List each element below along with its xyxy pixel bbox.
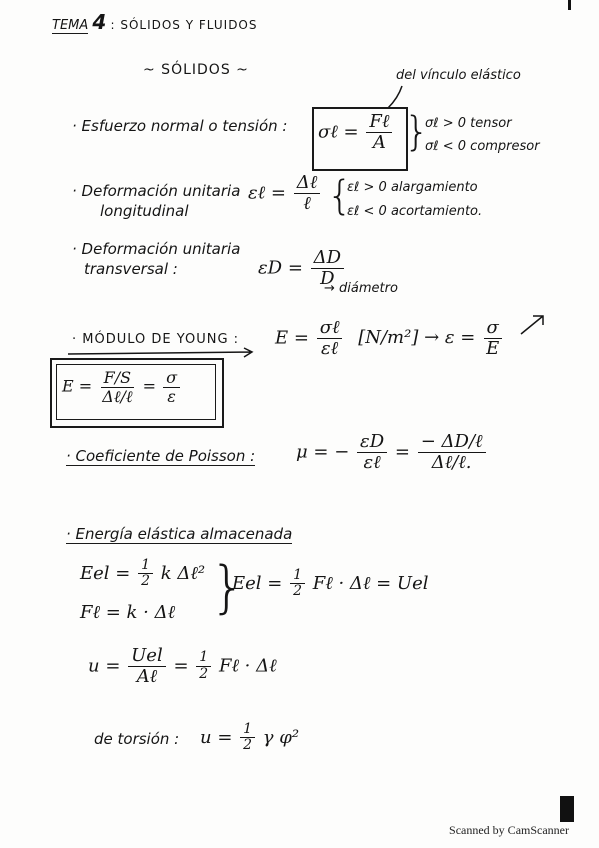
- def-long-cond-2: εℓ < 0 acortamiento.: [347, 204, 483, 219]
- u-den-2: 2: [199, 665, 209, 682]
- poisson-lhs: μ = −: [296, 441, 350, 463]
- u-fraction-2: [196, 650, 211, 682]
- poisson-den-2: Δℓ/ℓ.: [431, 451, 472, 473]
- energia-brace: }: [210, 555, 246, 620]
- scan-edge-top-right: [568, 0, 571, 10]
- esfuerzo-formula: [318, 112, 394, 153]
- def-long-formula: [248, 173, 322, 214]
- energia-title: [66, 525, 292, 543]
- young-box-eq: =: [142, 376, 157, 396]
- young-num: σℓ: [317, 318, 343, 339]
- def-long-den: ℓ: [303, 192, 311, 214]
- young-fraction-2: [483, 318, 502, 359]
- def-trans-arrow-note: → diámetro: [324, 281, 398, 296]
- def-trans-label-2: transversal :: [84, 260, 178, 278]
- young-formula: [275, 318, 504, 359]
- eel-formula: [80, 558, 205, 590]
- poisson-num-1: εD: [357, 432, 387, 453]
- young-den-2: E: [486, 337, 500, 359]
- eel-combined-num: 1: [290, 568, 305, 584]
- def-long-lhs: εℓ =: [248, 182, 286, 204]
- section-title: ~ SÓLIDOS ~: [143, 62, 249, 78]
- u-num: Uel: [128, 646, 166, 667]
- f-equation: Fℓ = k · Δℓ: [80, 602, 176, 623]
- young-den: εℓ: [321, 337, 339, 359]
- young-label: · MÓDULO DE YOUNG :: [72, 332, 240, 347]
- poisson-label: [66, 447, 255, 465]
- poisson-den-1: εℓ: [363, 451, 381, 473]
- poisson-fraction-2: [418, 432, 486, 473]
- torsion-den: 2: [243, 737, 253, 754]
- torsion-num: 1: [240, 722, 255, 738]
- u-eq: =: [173, 655, 189, 677]
- poisson-label-text: · Coeficiente de Poisson :: [66, 447, 256, 465]
- young-box-den-1: Δℓ/ℓ: [102, 386, 133, 406]
- energia-title-text: · Energía elástica almacenada: [66, 525, 293, 543]
- tema-label: TEMA: [52, 18, 89, 33]
- eel-combined-lhs: Eel =: [232, 572, 283, 594]
- u-den: Aℓ: [136, 665, 158, 687]
- eel-den: 2: [141, 573, 151, 590]
- u-lhs: u =: [88, 655, 121, 677]
- eel-combined: [232, 568, 429, 600]
- esfuerzo-num: Fℓ: [366, 112, 392, 133]
- esfuerzo-label: · Esfuerzo normal o tensión :: [72, 117, 288, 135]
- scanner-watermark: Scanned by CamScanner: [449, 823, 569, 837]
- young-box-fraction-2: [163, 369, 180, 405]
- u-rest: Fℓ · Δℓ: [218, 655, 277, 677]
- def-long-brace: {: [327, 173, 353, 219]
- eel-rest: k Δℓ²: [160, 562, 206, 584]
- def-long-num: Δℓ: [294, 173, 321, 194]
- poisson-formula: [296, 432, 488, 473]
- tema-number: 4: [92, 10, 107, 34]
- esfuerzo-fraction: [366, 112, 392, 153]
- esfuerzo-cond-2: σℓ < 0 compresor: [425, 139, 540, 154]
- young-box-fraction-1: [99, 369, 135, 405]
- annotation-vinculo: del vínculo elástico: [396, 68, 521, 83]
- young-box-num-1: F/S: [101, 369, 134, 388]
- sigma-lhs: σℓ =: [318, 121, 359, 143]
- torsion-rest: γ φ²: [262, 726, 300, 748]
- young-num-2: σ: [484, 318, 502, 339]
- young-box-den-2: ε: [167, 386, 176, 406]
- eel-fraction: [138, 558, 153, 590]
- eel-combined-den: 2: [293, 583, 303, 600]
- eel-num: 1: [138, 558, 153, 574]
- def-long-label-1: · Deformación unitaria: [72, 182, 241, 200]
- poisson-fraction-1: [357, 432, 387, 473]
- poisson-num-2: − ΔD/ℓ: [418, 432, 486, 453]
- u-num-2: 1: [196, 650, 211, 666]
- young-box-formula: [62, 369, 182, 405]
- header-line: [52, 10, 258, 34]
- def-trans-num: ΔD: [311, 248, 344, 269]
- u-formula: [88, 646, 277, 687]
- young-arrow-icon: [519, 312, 547, 336]
- eel-combined-rest: Fℓ · Δℓ = Uel: [312, 572, 429, 594]
- def-long-label-2: longitudinal: [100, 202, 189, 220]
- scan-edge-bottom-right: [560, 796, 574, 822]
- torsion-label: de torsión :: [94, 730, 180, 748]
- u-fraction: [128, 646, 166, 687]
- young-box-lhs: E =: [62, 376, 93, 396]
- young-box-num-2: σ: [163, 369, 180, 388]
- def-trans-lhs: εD =: [258, 257, 303, 279]
- tema-title: : SÓLIDOS Y FLUIDOS: [110, 18, 258, 32]
- def-trans-label-1: · Deformación unitaria: [72, 240, 241, 258]
- poisson-eq: =: [394, 441, 410, 463]
- def-long-cond-1: εℓ > 0 alargamiento: [347, 180, 478, 195]
- def-trans-den: D: [320, 267, 335, 289]
- eel-combined-fraction: [290, 568, 305, 600]
- torsion-fraction: [240, 722, 255, 754]
- torsion-formula: [200, 722, 299, 754]
- young-lhs: E =: [275, 327, 309, 349]
- def-long-fraction: [294, 173, 321, 214]
- esfuerzo-cond-1: σℓ > 0 tensor: [425, 116, 512, 131]
- young-units: [N/m²] → ε =: [358, 327, 476, 349]
- young-fraction: [317, 318, 343, 359]
- esfuerzo-den: A: [372, 131, 386, 153]
- eel-lhs: Eel =: [80, 562, 131, 584]
- torsion-lhs: u =: [200, 726, 233, 748]
- esfuerzo-brace: }: [404, 109, 430, 155]
